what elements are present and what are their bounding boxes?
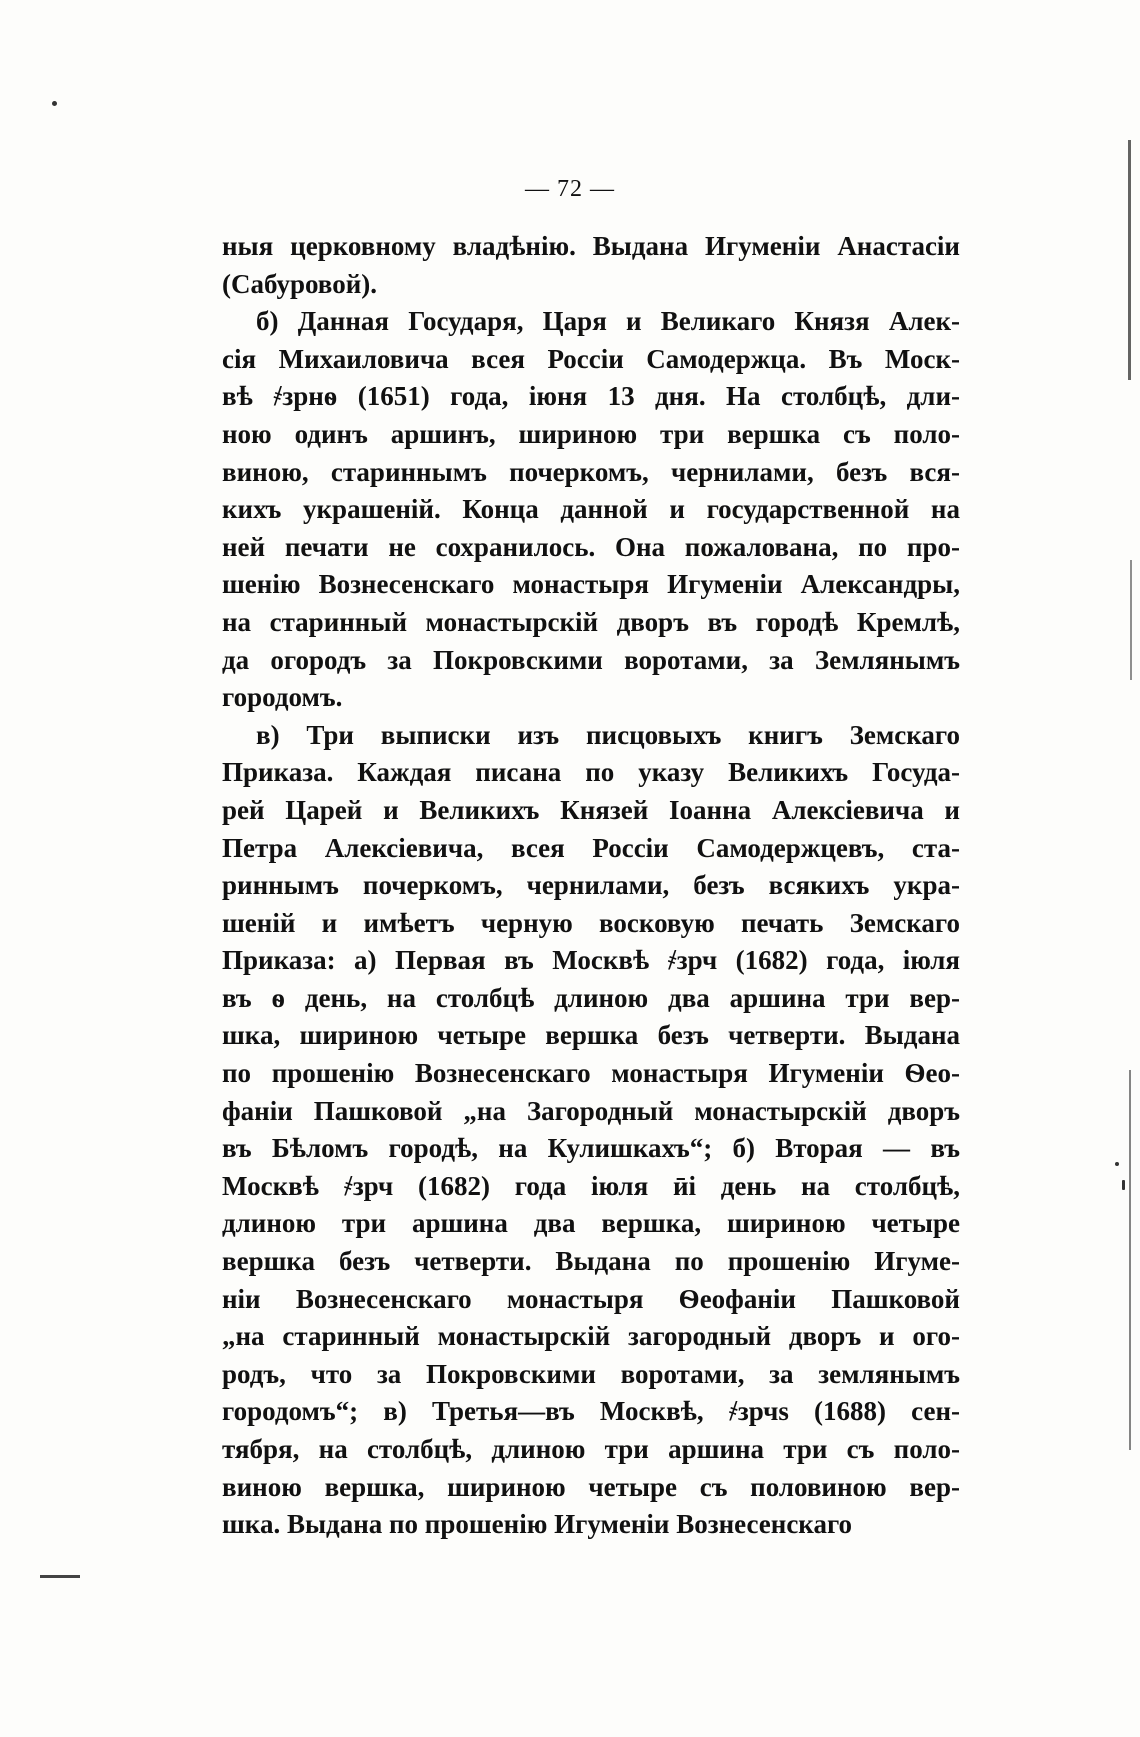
text-line: въ Бѣломъ городѣ, на Кулишкахъ“; б) Вторая — въ (222, 1133, 960, 1164)
text-line: кихъ украшеній. Конца данной и государственной на (222, 494, 960, 525)
text-line: тября, на столбцѣ, длиною три аршина три съ поло- (222, 1434, 960, 1464)
text-line: Приказа: а) Первая въ Москвѣ ҂зрч (1682) года, іюля (222, 945, 960, 976)
text-line: рей Царей и Великихъ Князей Іоанна Алексіевича и (222, 794, 960, 825)
text-line: фаніи Пашковой „на Загородный монастырскій дворъ (222, 1095, 960, 1126)
text-line: городомъ. (222, 682, 343, 713)
text-line: вѣ ҂зрнѳ (1651) года, іюня 13 дня. На столбцѣ, дли- (222, 381, 960, 412)
text-line: на старинный монастырскій дворъ въ городѣ Кремлѣ, (222, 606, 960, 637)
text-line: шка. Выдана по прошенію Игуменіи Вознесенскаго (222, 1509, 853, 1540)
text-line: „на старинный монастырскій загородный дворъ и ого- (222, 1321, 960, 1352)
text-line: Приказа. Каждая писана по указу Великихъ Госуда- (222, 757, 960, 788)
text-line: в) Три выписки изъ писцовыхъ книгъ Земскаго (256, 719, 960, 750)
scan-edge-mark (40, 1575, 80, 1578)
scan-speck (1115, 1162, 1119, 1166)
text-line: риннымъ почеркомъ, чернилами, безъ всякихъ укра- (222, 870, 960, 901)
text-line: по прошенію Вознесенскаго монастыря Игуменіи Ѳео- (222, 1058, 960, 1089)
scan-speck (52, 101, 57, 106)
scan-edge-mark (1129, 1070, 1131, 1450)
text-line: ней печати не сохранилось. Она пожалована, по про- (222, 531, 960, 562)
text-line: б) Данная Государя, Царя и Великаго Князя Алек- (256, 306, 960, 337)
text-line: городомъ“; в) Третья—въ Москвѣ, ҂зрчs (1688) сен- (222, 1396, 960, 1427)
scan-edge-mark (1130, 560, 1132, 680)
text-line: въ ѳ день, на столбцѣ длиною два аршина три вер- (222, 982, 960, 1013)
text-line: (Сабуровой). (222, 268, 377, 299)
scan-edge-mark (1128, 140, 1131, 380)
text-line: Москвѣ ҂зрч (1682) года іюля ӣі день на столбцѣ, (222, 1170, 960, 1201)
text-line: ною одинъ аршинъ, шириною три вершка съ поло- (222, 418, 960, 449)
text-line: ныя церковному владѣнію. Выдана Игуменіи Анастасіи (222, 231, 960, 261)
text-line: да огородъ за Покровскими воротами, за Землянымъ (222, 644, 960, 675)
text-line: вершка безъ четверти. Выдана по прошенію Игуме- (222, 1246, 960, 1277)
text-line: шенію Вознесенскаго монастыря Игуменіи Александры, (222, 569, 960, 600)
text-line: сія Михаиловича всея Россіи Самодержца. Въ Моск- (222, 343, 960, 374)
scan-speck (1122, 1180, 1125, 1190)
body-text (222, 228, 960, 1544)
text-line: шеній и имѣетъ черную восковую печать Земскаго (222, 907, 960, 938)
text-line: длиною три аршина два вершка, шириною четыре (222, 1208, 960, 1239)
page-number: — 72 — (525, 176, 615, 202)
text-line: виною вершка, шириною четыре съ половиною вер- (222, 1471, 960, 1502)
text-line: виною, стариннымъ почеркомъ, чернилами, безъ вся- (222, 456, 960, 487)
text-line: родъ, что за Покровскими воротами, за землянымъ (222, 1358, 960, 1389)
text-line: Петра Алексіевича, всея Россіи Самодержцевъ, ста- (222, 832, 960, 863)
text-line: шка, шириною четыре вершка безъ четверти. Выдана (222, 1020, 960, 1051)
text-line: ніи Вознесенскаго монастыря Ѳеофаніи Пашковой (222, 1283, 960, 1314)
